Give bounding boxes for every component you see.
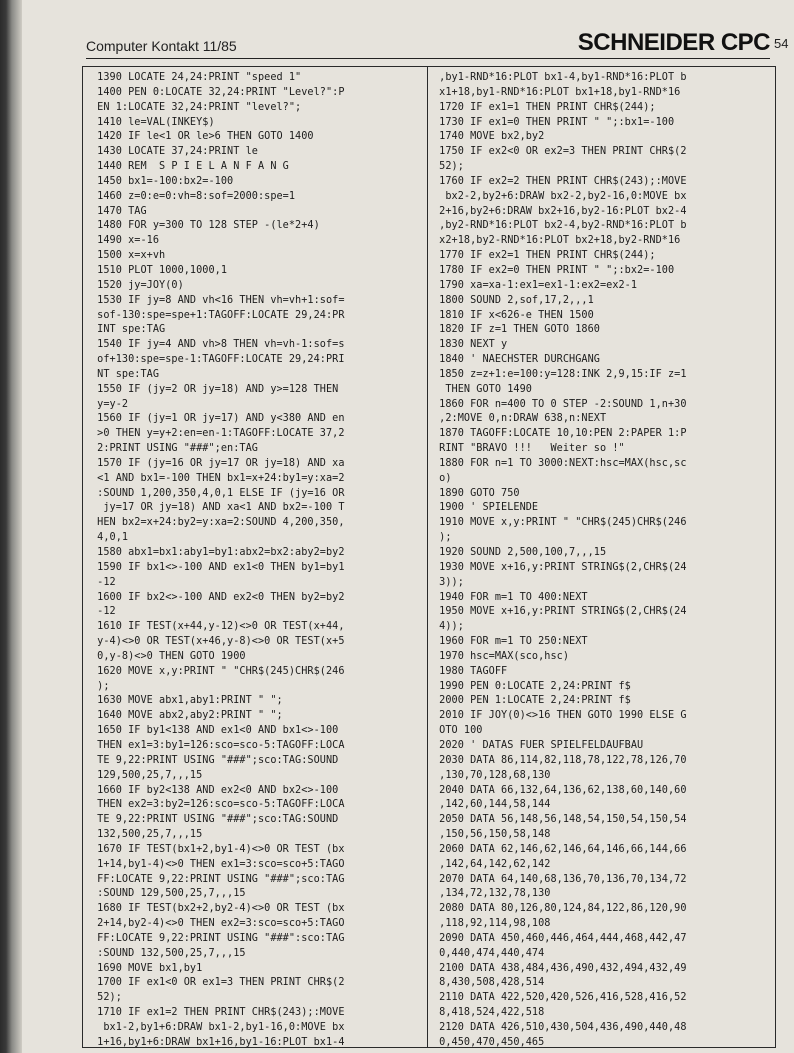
code-line: bx1-2,by1+6:DRAW bx1-2,by1-16,0:MOVE bx bbox=[91, 1022, 345, 1033]
code-line: bx2-2,by2+6:DRAW bx2-2,by2-16,0:MOVE bx bbox=[433, 190, 687, 202]
code-line: 8,430,508,428,514 bbox=[433, 977, 545, 989]
code-line: 0,y-8)<>0 THEN GOTO 1900 bbox=[91, 650, 246, 662]
code-line: 1420 IF le<1 OR le>6 THEN GOTO 1400 bbox=[91, 131, 314, 143]
code-line: 1790 xa=xa-1:ex1=ex1-1:ex2=ex2-1 bbox=[433, 279, 638, 291]
code-line: y=y-2 bbox=[91, 398, 129, 410]
code-line: 1580 abx1=bx1:aby1=by1:abx2=bx2:aby2=by2 bbox=[91, 547, 345, 558]
code-line: 2100 DATA 438,484,436,490,432,494,432,49 bbox=[433, 962, 687, 974]
code-line: :SOUND 129,500,25,7,,,15 bbox=[91, 888, 246, 900]
code-line: 1520 jy=JOY(0) bbox=[91, 279, 184, 291]
code-line: 1610 IF TEST(x+44,y-12)<>0 OR TEST(x+44, bbox=[91, 621, 345, 633]
code-line: 1960 FOR m=1 TO 250:NEXT bbox=[433, 636, 588, 648]
code-line: x2+18,by2-RND*16:PLOT bx2+18,by2-RND*16 bbox=[433, 235, 681, 247]
program-listing-box bbox=[82, 66, 776, 1048]
code-line: 1730 IF ex1=0 THEN PRINT " ";:bx1=-100 bbox=[433, 116, 675, 128]
code-line: INT spe:TAG bbox=[91, 324, 166, 336]
code-line: ,142,64,142,62,142 bbox=[433, 858, 551, 870]
code-line: NT spe:TAG bbox=[91, 368, 160, 380]
code-line: 2080 DATA 80,126,80,124,84,122,86,120,90 bbox=[433, 903, 687, 915]
code-line: 4)); bbox=[433, 621, 464, 633]
code-line: 1910 MOVE x,y:PRINT " "CHR$(245)CHR$(246 bbox=[433, 517, 687, 529]
code-line: 1560 IF (jy=1 OR jy=17) AND y<380 AND en bbox=[91, 413, 345, 425]
code-line: 1670 IF TEST(bx1+2,by1-4)<>0 OR TEST (bx bbox=[91, 843, 345, 855]
code-line: 1600 IF bx2<>-100 AND ex2<0 THEN by2=by2 bbox=[91, 591, 345, 603]
code-line: 1750 IF ex2<0 OR ex2=3 THEN PRINT CHR$(2 bbox=[433, 146, 687, 158]
code-line: 1700 IF ex1<0 OR ex1=3 THEN PRINT CHR$(2 bbox=[91, 977, 345, 989]
code-line: 2030 DATA 86,114,82,118,78,122,78,126,70 bbox=[433, 754, 687, 766]
code-line: ,2:MOVE 0,n:DRAW 638,n:NEXT bbox=[433, 413, 607, 425]
code-line: 1650 IF by1<138 AND ex1<0 AND bx1<>-100 bbox=[91, 725, 339, 737]
code-line: ,142,60,144,58,144 bbox=[433, 799, 551, 811]
page-header bbox=[86, 28, 770, 59]
code-line: 1400 PEN 0:LOCATE 32,24:PRINT "Level?":P bbox=[91, 86, 345, 98]
page-number: 54 bbox=[774, 36, 789, 51]
code-line: 2050 DATA 56,148,56,148,54,150,54,150,54 bbox=[433, 814, 687, 826]
code-line: 1800 SOUND 2,sof,17,2,,,1 bbox=[433, 294, 594, 306]
code-line: 1570 IF (jy=16 OR jy=17 OR jy=18) AND xa bbox=[91, 457, 345, 469]
code-line: :SOUND 132,500,25,7,,,15 bbox=[91, 947, 246, 959]
code-line: 1870 TAGOFF:LOCATE 10,10:PEN 2:PAPER 1:P bbox=[433, 428, 687, 440]
code-line: 2120 DATA 426,510,430,504,436,490,440,48 bbox=[433, 1022, 687, 1033]
code-line: 1550 IF (jy=2 OR jy=18) AND y>=128 THEN bbox=[91, 383, 339, 395]
code-line: 1660 IF by2<138 AND ex2<0 AND bx2<>-100 bbox=[91, 784, 339, 796]
code-line: ); bbox=[91, 680, 110, 692]
code-line: 1490 x=-16 bbox=[91, 235, 160, 247]
code-line: 1780 IF ex2=0 THEN PRINT " ";:bx2=-100 bbox=[433, 264, 675, 276]
code-line: ,by2-RND*16:PLOT bx2-4,by2-RND*16:PLOT b bbox=[433, 220, 687, 232]
code-line: 2110 DATA 422,520,420,526,416,528,416,52 bbox=[433, 992, 687, 1004]
code-line: ,118,92,114,98,108 bbox=[433, 918, 551, 930]
magazine-issue: Computer Kontakt 11/85 bbox=[86, 38, 237, 54]
code-line: 1760 IF ex2=2 THEN PRINT CHR$(243);:MOVE bbox=[433, 175, 687, 187]
code-line: 4,0,1 bbox=[91, 532, 129, 544]
code-line: 1840 ' NAECHSTER DURCHGANG bbox=[433, 354, 600, 366]
code-line: 1500 x=x+vh bbox=[91, 250, 166, 262]
code-line: 1430 LOCATE 37,24:PRINT le bbox=[91, 146, 258, 158]
code-line: 52); bbox=[91, 992, 122, 1004]
listing-right-column bbox=[433, 71, 773, 1051]
code-line: 1530 IF jy=8 AND vh<16 THEN vh=vh+1:sof= bbox=[91, 294, 345, 306]
code-line: 1890 GOTO 750 bbox=[433, 487, 520, 499]
code-line: 1390 LOCATE 24,24:PRINT "speed 1" bbox=[91, 72, 302, 83]
code-line: FF:LOCATE 9,22:PRINT USING "###";sco:TAG bbox=[91, 873, 345, 885]
section-title: SCHNEIDER CPC bbox=[577, 29, 770, 56]
code-line: 2:PRINT USING "###";en:TAG bbox=[91, 443, 258, 455]
code-line: TE 9,22:PRINT USING "###";sco:TAG:SOUND bbox=[91, 754, 339, 766]
code-line: TE 9,22:PRINT USING "###";sco:TAG:SOUND bbox=[91, 814, 339, 826]
code-line: 2090 DATA 450,460,446,464,444,468,442,47 bbox=[433, 932, 687, 944]
code-line: 1880 FOR n=1 TO 3000:NEXT:hsc=MAX(hsc,sc bbox=[433, 457, 687, 469]
code-line: 1470 TAG bbox=[91, 205, 147, 217]
code-line: 1820 IF z=1 THEN GOTO 1860 bbox=[433, 324, 600, 336]
code-line: 1640 MOVE abx2,aby2:PRINT " "; bbox=[91, 710, 283, 722]
code-line: 2060 DATA 62,146,62,146,64,146,66,144,66 bbox=[433, 843, 687, 855]
code-line: 1770 IF ex2=1 THEN PRINT CHR$(244); bbox=[433, 250, 656, 262]
code-line: 3)); bbox=[433, 576, 464, 588]
code-line: 1460 z=0:e=0:vh=8:sof=2000:spe=1 bbox=[91, 190, 296, 202]
code-line: 1970 hsc=MAX(sco,hsc) bbox=[433, 650, 570, 662]
code-line: ,130,70,128,68,130 bbox=[433, 769, 551, 781]
code-line: 1620 MOVE x,y:PRINT " "CHR$(245)CHR$(246 bbox=[91, 665, 345, 677]
code-line: 52); bbox=[433, 161, 464, 173]
listing-left-column bbox=[91, 71, 421, 1051]
code-line: 8,418,524,422,518 bbox=[433, 1007, 545, 1019]
code-line: RINT "BRAVO !!! Weiter so !" bbox=[433, 443, 625, 455]
code-line: 1440 REM S P I E L A N F A N G bbox=[91, 161, 289, 173]
code-line: FF:LOCATE 9,22:PRINT USING "###":sco:TAG bbox=[91, 932, 345, 944]
code-line: 1740 MOVE bx2,by2 bbox=[433, 131, 545, 143]
code-line: 1950 MOVE x+16,y:PRINT STRING$(2,CHR$(24 bbox=[433, 606, 687, 618]
code-line: 1810 IF x<626-e THEN 1500 bbox=[433, 309, 594, 321]
code-line: 1410 le=VAL(INKEY$) bbox=[91, 116, 215, 128]
code-line: -12 bbox=[91, 576, 116, 588]
code-line: 1980 TAGOFF bbox=[433, 665, 508, 677]
code-line: 1+14,by1-4)<>0 THEN ex1=3:sco=sco+5:TAGO bbox=[91, 858, 345, 870]
code-line: 2040 DATA 66,132,64,136,62,138,60,140,60 bbox=[433, 784, 687, 796]
code-line: 1920 SOUND 2,500,100,7,,,15 bbox=[433, 547, 607, 558]
code-line: 2070 DATA 64,140,68,136,70,136,70,134,72 bbox=[433, 873, 687, 885]
code-line: THEN GOTO 1490 bbox=[433, 383, 532, 395]
code-line: THEN ex1=3:by1=126:sco=sco-5:TAGOFF:LOCA bbox=[91, 739, 345, 751]
code-line: 1450 bx1=-100:bx2=-100 bbox=[91, 175, 234, 187]
code-line: <1 AND bx1=-100 THEN bx1=x+24:by1=y:xa=2 bbox=[91, 472, 345, 484]
code-line: sof-130:spe=spe+1:TAGOFF:LOCATE 29,24:PR bbox=[91, 309, 345, 321]
code-line: x1+18,by1-RND*16:PLOT bx1+18,by1-RND*16 bbox=[433, 86, 681, 98]
column-divider bbox=[427, 67, 428, 1047]
code-line: 1860 FOR n=400 TO 0 STEP -2:SOUND 1,n+30 bbox=[433, 398, 687, 410]
code-line: ,134,72,132,78,130 bbox=[433, 888, 551, 900]
code-line: 1540 IF jy=4 AND vh>8 THEN vh=vh-1:sof=s bbox=[91, 339, 345, 351]
code-line: ,150,56,150,58,148 bbox=[433, 829, 551, 841]
code-line: 1+16,by1+6:DRAW bx1+16,by1-16:PLOT bx1-4 bbox=[91, 1036, 345, 1048]
code-line: 132,500,25,7,,,15 bbox=[91, 829, 203, 841]
code-line: 1720 IF ex1=1 THEN PRINT CHR$(244); bbox=[433, 101, 656, 113]
code-line: :SOUND 1,200,350,4,0,1 ELSE IF (jy=16 OR bbox=[91, 487, 345, 499]
code-line: 2010 IF JOY(0)<>16 THEN GOTO 1990 ELSE G bbox=[433, 710, 687, 722]
code-line: 1830 NEXT y bbox=[433, 339, 508, 351]
code-line: THEN ex2=3:by2=126:sco=sco-5:TAGOFF:LOCA bbox=[91, 799, 345, 811]
code-line: EN 1:LOCATE 32,24:PRINT "level?"; bbox=[91, 101, 302, 113]
code-line: 0,450,470,450,465 bbox=[433, 1036, 545, 1048]
code-line: 1940 FOR m=1 TO 400:NEXT bbox=[433, 591, 588, 603]
code-line: 1930 MOVE x+16,y:PRINT STRING$(2,CHR$(24 bbox=[433, 561, 687, 573]
code-line: 1510 PLOT 1000,1000,1 bbox=[91, 264, 228, 276]
code-line: 1900 ' SPIELENDE bbox=[433, 502, 539, 514]
code-line: OTO 100 bbox=[433, 725, 483, 737]
book-binding-shadow bbox=[0, 0, 22, 1053]
code-line: 2020 ' DATAS FUER SPIELFELDAUFBAU bbox=[433, 739, 644, 751]
code-line: 1990 PEN 0:LOCATE 2,24:PRINT f$ bbox=[433, 680, 631, 692]
code-line: 1710 IF ex1=2 THEN PRINT CHR$(243);:MOVE bbox=[91, 1007, 345, 1019]
code-line: HEN bx2=x+24:by2=y:xa=2:SOUND 4,200,350, bbox=[91, 517, 345, 529]
code-line: 0,440,474,440,474 bbox=[433, 947, 545, 959]
code-line: o) bbox=[433, 472, 452, 484]
code-line: 2+14,by2-4)<>0 THEN ex2=3:sco=sco+5:TAGO bbox=[91, 918, 345, 930]
code-line: 1850 z=z+1:e=100:y=128:INK 2,9,15:IF z=1 bbox=[433, 368, 687, 380]
code-line: 1480 FOR y=300 TO 128 STEP -(le*2+4) bbox=[91, 220, 320, 232]
code-line: 2+16,by2+6:DRAW bx2+16,by2-16:PLOT bx2-4 bbox=[433, 205, 687, 217]
code-line: of+130:spe=spe-1:TAGOFF:LOCATE 29,24:PRI bbox=[91, 354, 345, 366]
code-line: 129,500,25,7,,,15 bbox=[91, 769, 203, 781]
code-line: -12 bbox=[91, 606, 116, 618]
code-line: ,by1-RND*16:PLOT bx1-4,by1-RND*16:PLOT b bbox=[433, 72, 687, 83]
code-line: 2000 PEN 1:LOCATE 2,24:PRINT f$ bbox=[433, 695, 631, 707]
code-line: 1680 IF TEST(bx2+2,by2-4)<>0 OR TEST (bx bbox=[91, 903, 345, 915]
code-line: y-4)<>0 OR TEST(x+46,y-8)<>0 OR TEST(x+5 bbox=[91, 636, 345, 648]
code-line: jy=17 OR jy=18) AND xa<1 AND bx2=-100 T bbox=[91, 502, 345, 514]
code-line: ); bbox=[433, 532, 452, 544]
code-line: 1590 IF bx1<>-100 AND ex1<0 THEN by1=by1 bbox=[91, 561, 345, 573]
code-line: >0 THEN y=y+2:en=en-1:TAGOFF:LOCATE 37,2 bbox=[91, 428, 345, 440]
code-line: 1630 MOVE abx1,aby1:PRINT " "; bbox=[91, 695, 283, 707]
code-line: 1690 MOVE bx1,by1 bbox=[91, 962, 203, 974]
